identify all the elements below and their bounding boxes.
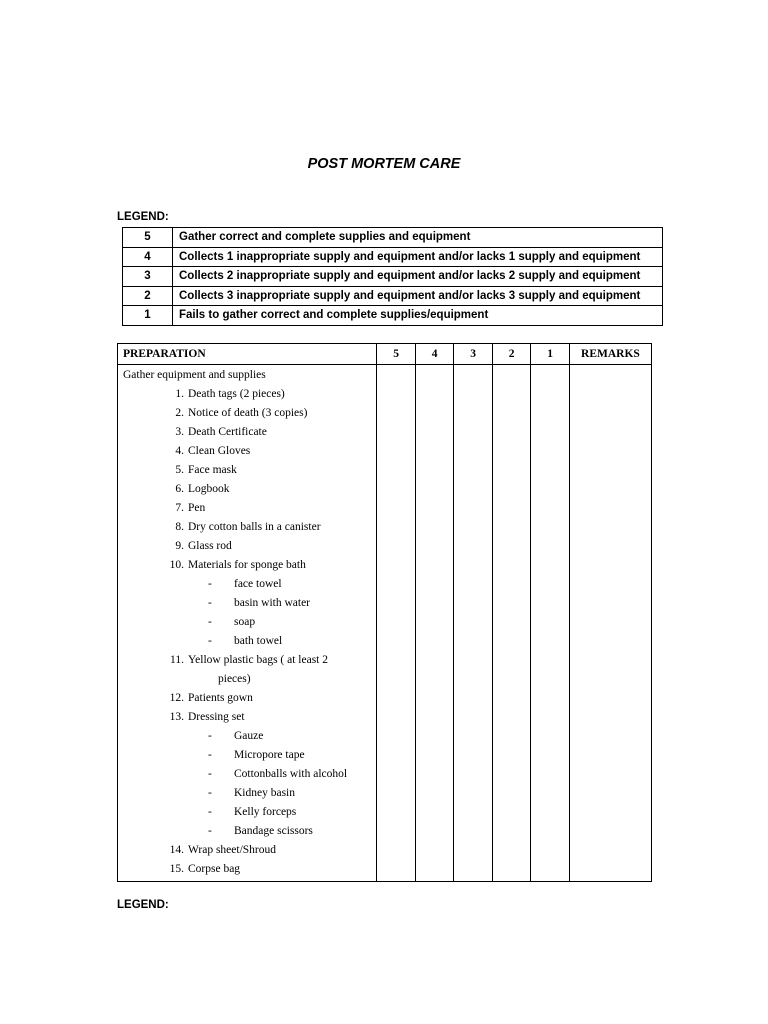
list-item <box>118 404 376 423</box>
bullet-dash: - <box>208 635 212 647</box>
item-number: 3. <box>175 426 184 438</box>
item-number: 4. <box>175 445 184 457</box>
item-number: 15. <box>169 863 184 875</box>
sub-item-text: Cottonballs with alcohol <box>234 768 348 780</box>
bullet-dash: - <box>208 768 212 780</box>
bullet-dash: - <box>208 616 212 628</box>
legend-description: Fails to gather correct and complete supplies/equipment <box>173 306 663 326</box>
legend-row <box>123 267 663 287</box>
header-score-3: 3 <box>454 344 493 365</box>
header-preparation: PREPARATION <box>118 344 377 365</box>
item-text: Materials for sponge bath <box>188 559 306 571</box>
item-number: 13. <box>169 711 184 723</box>
remarks-cell[interactable] <box>569 365 651 882</box>
sub-list-item <box>118 746 376 765</box>
legend-description: Gather correct and complete supplies and equipment <box>173 228 663 248</box>
item-number: 2. <box>175 407 184 419</box>
legend-score: 1 <box>123 306 173 326</box>
item-text: Glass rod <box>188 540 232 552</box>
list-item <box>118 860 376 879</box>
sub-item-text: face towel <box>234 578 282 590</box>
bullet-dash: - <box>208 730 212 742</box>
legend-heading: LEGEND: <box>117 211 169 223</box>
items-list <box>118 385 376 879</box>
score-4-cell[interactable] <box>415 365 454 882</box>
legend-row <box>123 228 663 248</box>
item-number: 12. <box>169 692 184 704</box>
legend-row <box>123 286 663 306</box>
list-item <box>118 499 376 518</box>
bullet-dash: - <box>208 787 212 799</box>
legend-row <box>123 247 663 267</box>
sub-item-text: bath towel <box>234 635 283 647</box>
list-item <box>118 651 376 670</box>
list-item <box>118 841 376 860</box>
item-text: Yellow plastic bags ( at least 2 <box>188 654 329 666</box>
list-item <box>118 461 376 480</box>
bullet-dash: - <box>208 749 212 761</box>
list-item <box>118 689 376 708</box>
score-5-cell[interactable] <box>377 365 416 882</box>
list-item <box>118 442 376 461</box>
preparation-items-cell <box>118 365 377 882</box>
item-text: Face mask <box>188 464 237 476</box>
score-1-cell[interactable] <box>531 365 570 882</box>
legend-heading-bottom: LEGEND: <box>117 899 169 911</box>
item-text: Pen <box>188 502 206 514</box>
header-remarks: REMARKS <box>569 344 651 365</box>
preparation-table <box>117 343 652 882</box>
sub-item-text: Gauze <box>234 730 264 742</box>
sub-list-item <box>118 613 376 632</box>
sub-item-text: Kidney basin <box>234 787 296 799</box>
list-item <box>118 518 376 537</box>
item-text-continued: pieces) <box>218 673 251 685</box>
sub-item-text: Bandage scissors <box>234 825 313 837</box>
sub-item-text: Micropore tape <box>234 749 305 761</box>
legend-score: 4 <box>123 247 173 267</box>
item-text: Death tags (2 pieces) <box>188 388 285 400</box>
item-text: Notice of death (3 copies) <box>188 407 308 419</box>
sub-item-text: soap <box>234 616 256 628</box>
table-row <box>118 365 652 882</box>
legend-row <box>123 306 663 326</box>
legend-table <box>122 227 663 326</box>
sub-list-item <box>118 822 376 841</box>
list-item-continuation <box>118 670 376 689</box>
sub-list-item <box>118 765 376 784</box>
intro-text: Gather equipment and supplies <box>123 369 266 381</box>
sub-item-text: Kelly forceps <box>234 806 297 818</box>
list-item <box>118 556 376 575</box>
list-item <box>118 385 376 404</box>
item-number: 7. <box>175 502 184 514</box>
bullet-dash: - <box>208 597 212 609</box>
page-title: POST MORTEM CARE <box>307 156 461 172</box>
item-number: 8. <box>175 521 184 533</box>
item-text: Death Certificate <box>188 426 267 438</box>
list-item <box>118 480 376 499</box>
sub-item-text: basin with water <box>234 597 311 609</box>
legend-description: Collects 3 inappropriate supply and equipment and/or lacks 3 supply and equipment <box>173 286 663 306</box>
score-3-cell[interactable] <box>454 365 493 882</box>
item-text: Dry cotton balls in a canister <box>188 521 321 533</box>
legend-description: Collects 1 inappropriate supply and equipment and/or lacks 1 supply and equipment <box>173 247 663 267</box>
score-2-cell[interactable] <box>492 365 531 882</box>
item-text: Patients gown <box>188 692 253 704</box>
list-item <box>118 708 376 727</box>
item-number: 9. <box>175 540 184 552</box>
item-number: 6. <box>175 483 184 495</box>
header-score-1: 1 <box>531 344 570 365</box>
header-score-2: 2 <box>492 344 531 365</box>
list-item <box>118 423 376 442</box>
sub-list-item <box>118 594 376 613</box>
header-score-4: 4 <box>415 344 454 365</box>
list-item <box>118 537 376 556</box>
item-number: 1. <box>175 388 184 400</box>
item-text: Clean Gloves <box>188 445 251 457</box>
item-text: Wrap sheet/Shroud <box>188 844 277 856</box>
sub-list-item <box>118 575 376 594</box>
bullet-dash: - <box>208 825 212 837</box>
item-text: Dressing set <box>188 711 245 723</box>
sub-list-item <box>118 727 376 746</box>
bullet-dash: - <box>208 806 212 818</box>
item-text: Corpse bag <box>188 863 241 875</box>
item-number: 14. <box>169 844 184 856</box>
bullet-dash: - <box>208 578 212 590</box>
legend-description: Collects 2 inappropriate supply and equipment and/or lacks 2 supply and equipment <box>173 267 663 287</box>
header-score-5: 5 <box>377 344 416 365</box>
table-header-row <box>118 344 652 365</box>
item-number: 5. <box>175 464 184 476</box>
item-text: Logbook <box>188 483 230 495</box>
item-number: 10. <box>169 559 184 571</box>
sub-list-item <box>118 784 376 803</box>
legend-score: 3 <box>123 267 173 287</box>
sub-list-item <box>118 632 376 651</box>
item-number: 11. <box>170 654 184 666</box>
legend-score: 5 <box>123 228 173 248</box>
sub-list-item <box>118 803 376 822</box>
legend-score: 2 <box>123 286 173 306</box>
